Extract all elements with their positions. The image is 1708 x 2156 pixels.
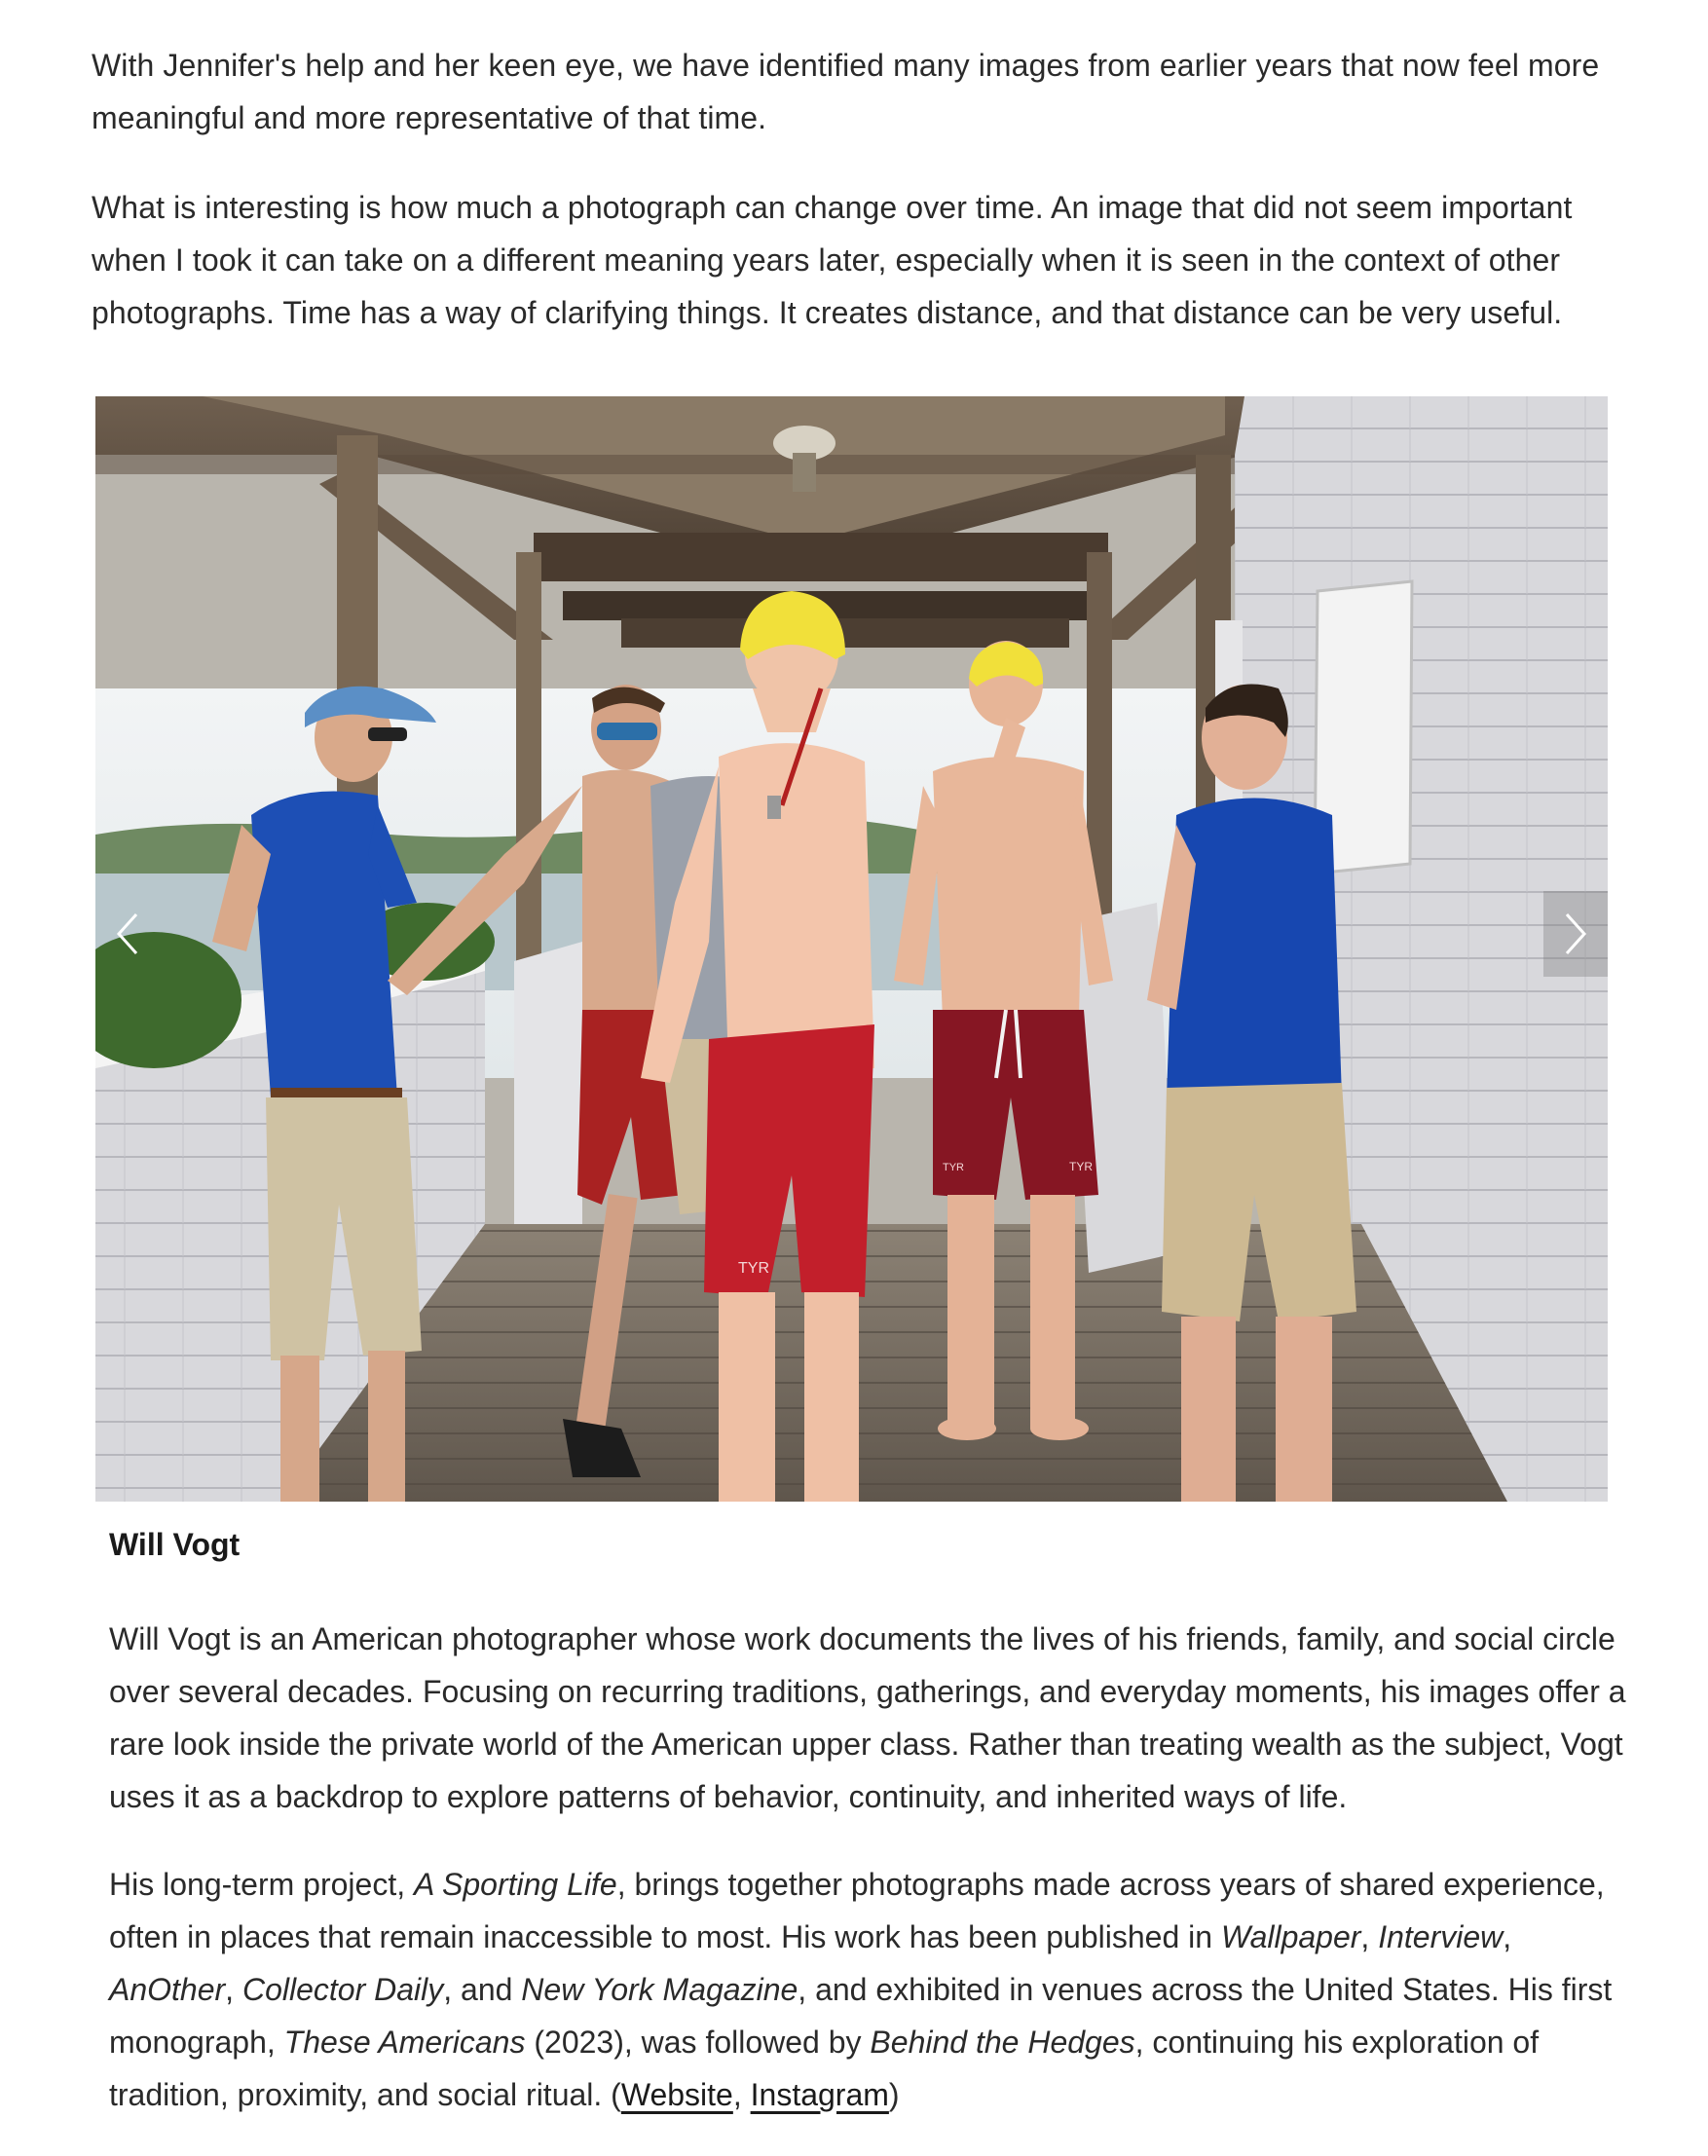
project-title: A Sporting Life [413,1867,617,1902]
chevron-left-icon [115,912,140,955]
chevron-right-icon [1563,912,1588,955]
lifeguards-photo [95,396,1608,1502]
book-behind-the-hedges: Behind the Hedges [870,2025,1135,2060]
shorts-logo-1: TYR [738,1260,769,1277]
publication-new-york-magazine: New York Magazine [521,1972,798,2007]
publication-another: AnOther [109,1972,226,2007]
shorts-logo-2: TYR [1069,1160,1093,1173]
bio-text: ) [888,2077,900,2112]
photographer-bio [109,1613,1628,2156]
shorts-logo-3: TYR [943,1162,964,1173]
instagram-link[interactable]: Instagram [750,2077,889,2112]
website-link[interactable]: Website [620,2077,733,2112]
gallery-slideshow[interactable] [95,396,1608,1502]
intro-paragraph-2: What is interesting is how much a photograph can change over time. An image that did not seem important when I took it can take on a different meaning years later, especially when it is seen in the context of other photographs. Time has a way of clarifying things. It creates distance, and that distance can be very useful. [92,190,1573,330]
bio-text: , continuing his exploration of tradition, proximity, and social ritual. ( [109,2025,1540,2112]
separator: , [1503,1919,1512,1954]
publication-wallpaper: Wallpaper [1220,1919,1361,1954]
gallery-next-button[interactable] [1543,891,1608,977]
article-intro [92,39,1630,376]
separator: , [732,2077,751,2112]
book-these-americans: These Americans [283,2025,526,2060]
separator: , [225,1972,242,2007]
publication-collector-daily: Collector Daily [241,1972,444,2007]
gallery-prev-button[interactable] [95,891,160,977]
bio-text: , brings together photographs made across years of shared experience, often in places that remain inaccessible to most. His work has been published in [109,1867,1605,1954]
bio-paragraph-1: Will Vogt is an American photographer whose work documents the lives of his friends, family, and social circle over several decades. Focusing on recurring traditions, gatherings, and everyday moments, his images offer a rare look inside the private world of the American upper class. Rather than treating wealth as the subject, Vogt uses it as a backdrop to explore patterns of behavior, continuity, and inherited ways of life. [109,1621,1626,1814]
intro-paragraph-1: With Jennifer's help and her keen eye, we have identified many images from earlier years that now feel more meaningful and more representative of that time. [92,48,1600,135]
photographer-name: Will Vogt [109,1527,241,1562]
bio-text: , and exhibited in venues across the United States. His first monograph, [109,1972,1613,2060]
separator: , [1360,1919,1379,1954]
bio-text: His long-term project, [109,1867,414,1902]
bio-paragraph-2 [109,1858,1628,2121]
publication-interview: Interview [1378,1919,1504,1954]
bio-text: (2023), was followed by [525,2025,871,2060]
separator: , and [443,1972,522,2007]
